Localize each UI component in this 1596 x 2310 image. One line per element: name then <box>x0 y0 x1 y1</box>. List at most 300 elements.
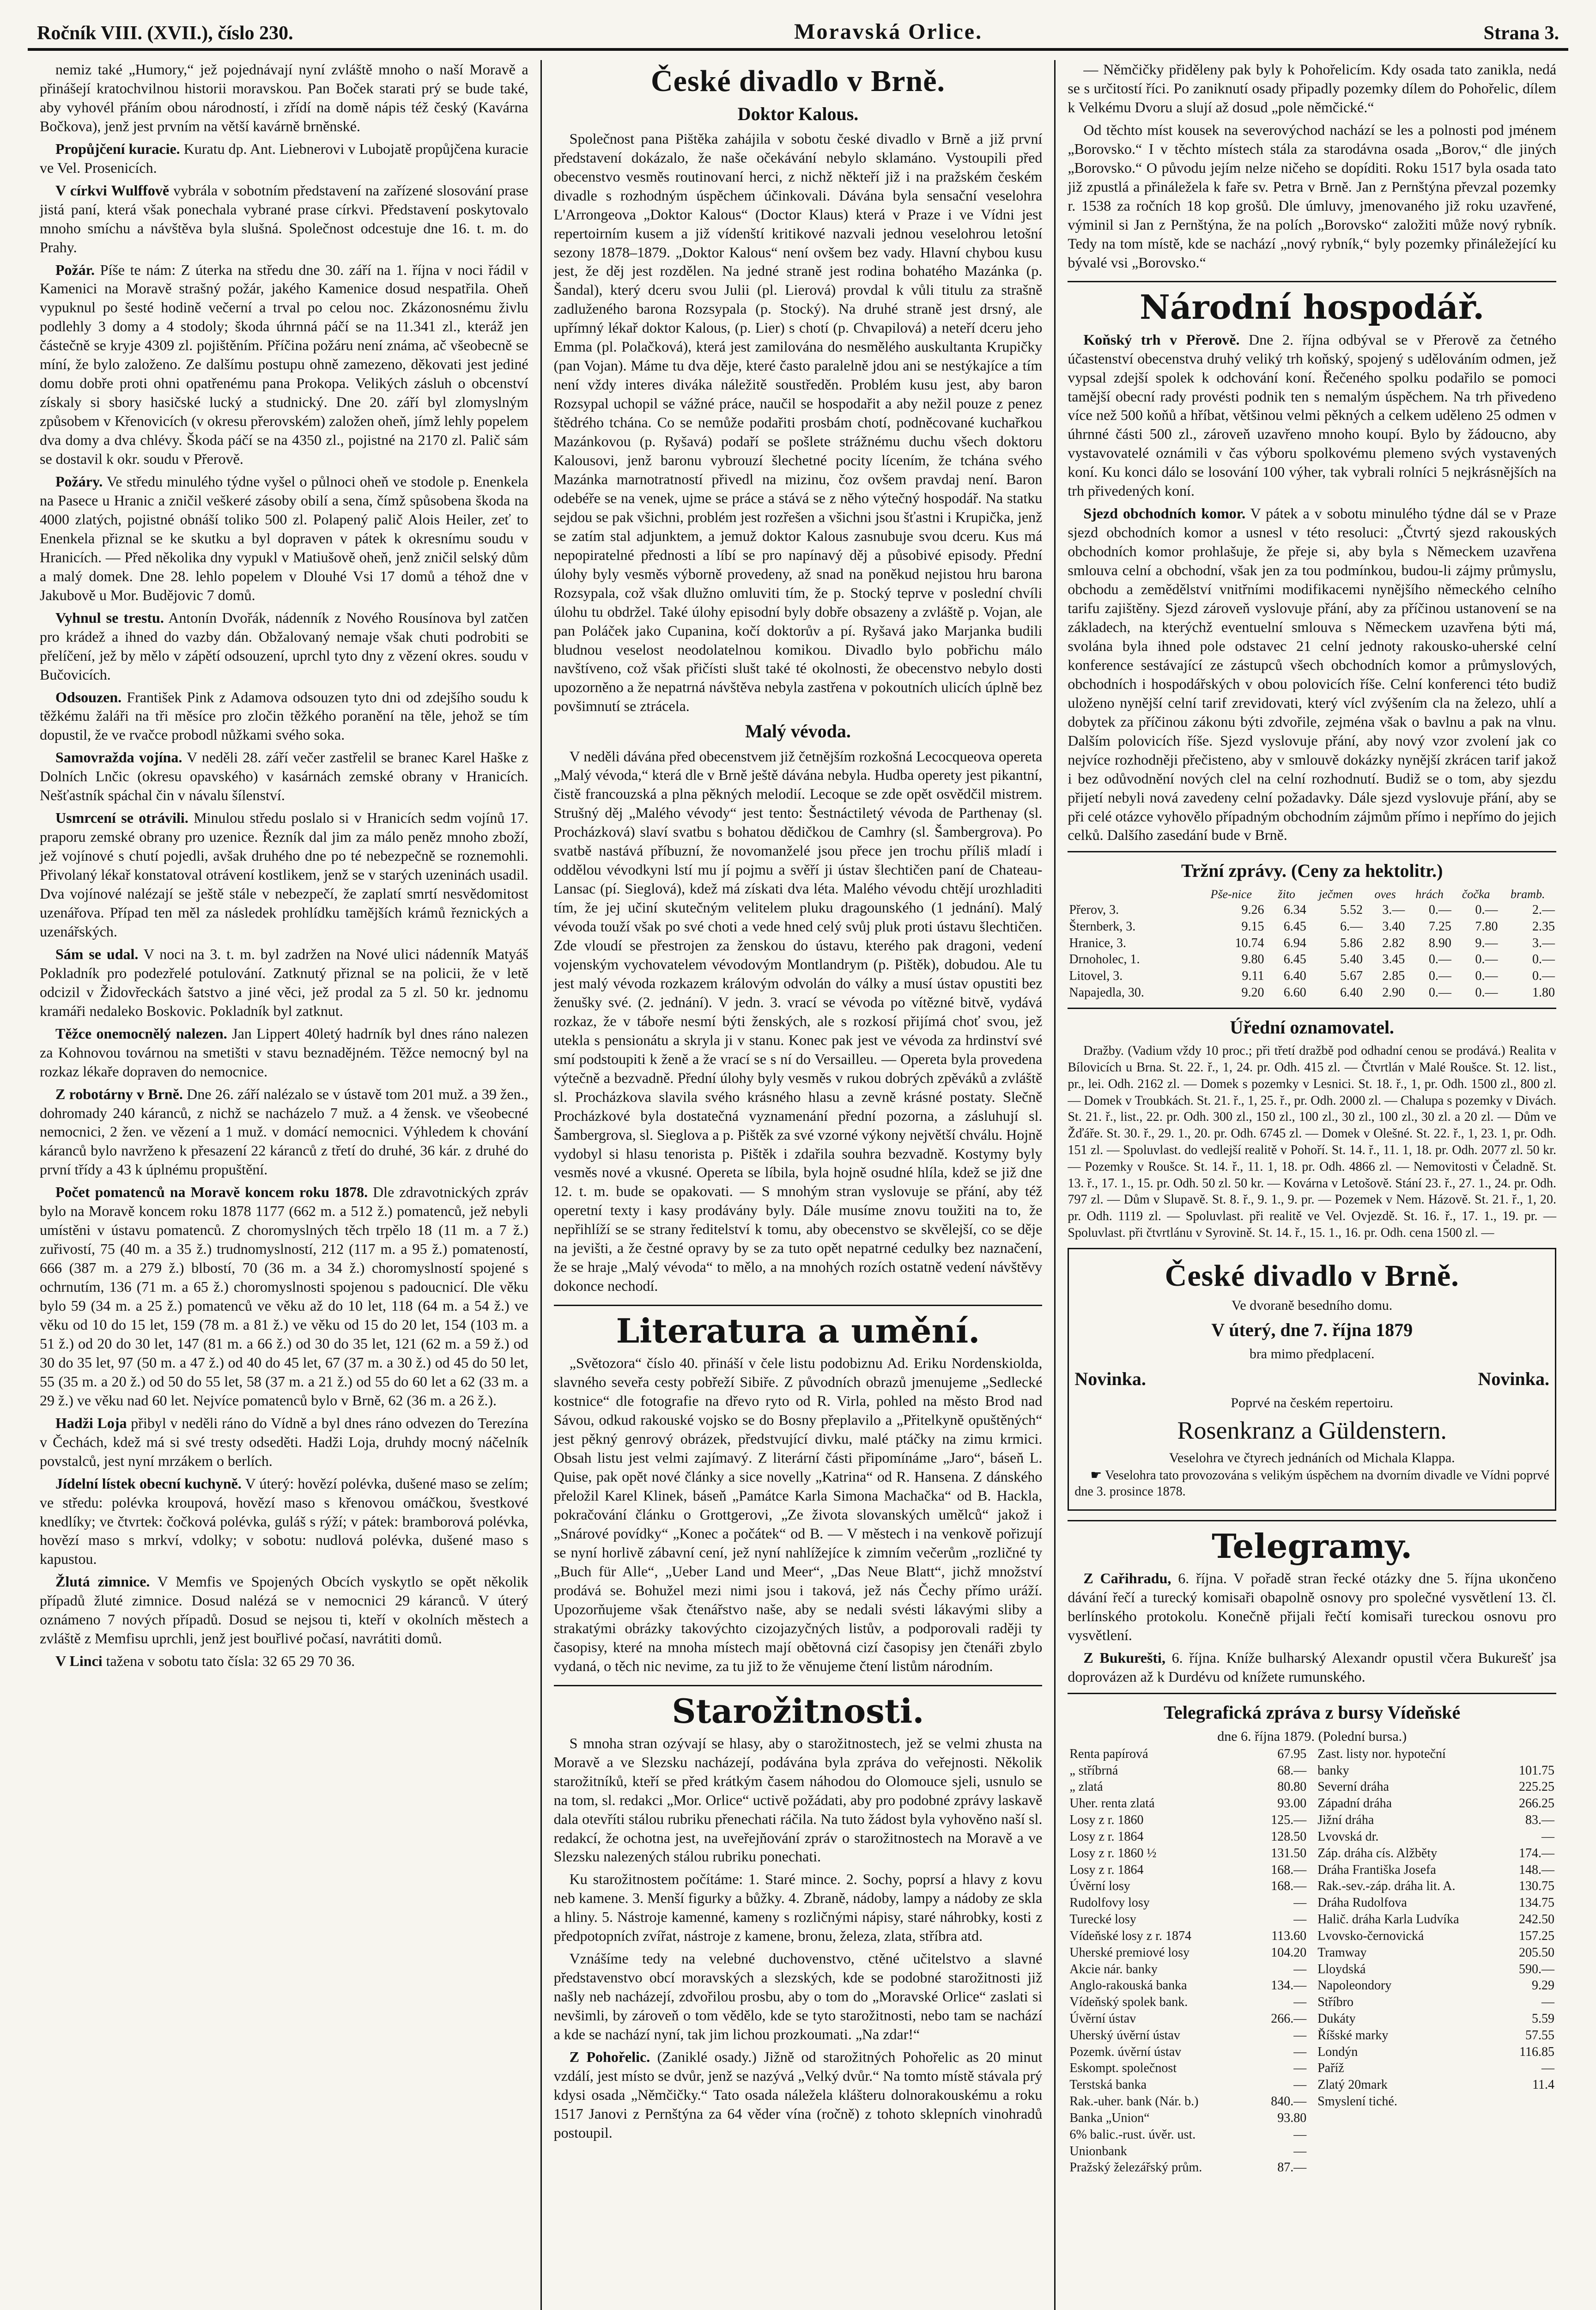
bourse-row <box>1068 1961 1308 1978</box>
ad-play-name: Rosenkranz a Güldenstern. <box>1177 1416 1447 1445</box>
bourse-value: — <box>1293 2061 1307 2076</box>
bourse-value: — <box>1293 1912 1307 1927</box>
table-cell: 0.— <box>1475 902 1498 917</box>
news-item <box>1068 1648 1556 1686</box>
pointing-hand-icon: ☛ <box>1090 1468 1105 1483</box>
table-cell: Drnoholec, 1. <box>1069 952 1140 967</box>
bourse-value: 134.75 <box>1519 1896 1555 1910</box>
bourse-name: banky <box>1317 1763 1349 1778</box>
theatre-advertisement <box>1068 1248 1556 1511</box>
bourse-value: — <box>1293 2028 1307 2043</box>
bourse-row <box>1068 1862 1308 1878</box>
bourse-name: Pozemk. úvěrní ústav <box>1069 2044 1182 2059</box>
news-item-text: Minulou středu poslalo si v Hranicích sedm vojínů 17. praporu zemské obrany pro uzenice. Řezník dal jim za málo peněz mnoho zboží, jež vojínové s chutí pojedli, avšak druhého dne po té nebezpečně se roznemohli. Přivolaný lékař konstatoval otrávení kostlikem, jenž se v starých uzeninách usadil. Dva vojínové nalézají se ještě stále v nebezpečí, že zaplatí smrtí nesvědomitost uzenářova. Případ ten měl za následek prohlídku tamějších krámů řeznických a uzenářských. <box>40 809 528 940</box>
bourse-value: — <box>1293 2078 1307 2092</box>
table-row <box>1068 968 1556 985</box>
bourse-name: Úvěrní losy <box>1069 1879 1130 1894</box>
bourse-value: — <box>1293 1896 1307 1910</box>
bourse-row <box>1068 2143 1308 2160</box>
bourse-name: „ stříbrná <box>1069 1763 1118 1778</box>
columns <box>28 60 1568 2310</box>
bourse-name: Anglo-rakouská banka <box>1069 1978 1187 1993</box>
ad-title: České divadlo v Brně. <box>1165 1258 1459 1293</box>
bourse-row <box>1316 1862 1556 1878</box>
bourse-name: Lloydská <box>1317 1962 1366 1976</box>
bourse-row <box>1316 2077 1556 2093</box>
table-cell: 9.20 <box>1241 985 1264 1000</box>
table-cell: 0.— <box>1475 952 1498 967</box>
bourse-name: Rak.-uher. bank (Nár. b.) <box>1069 2094 1199 2109</box>
table-cell: 5.40 <box>1340 952 1363 967</box>
news-item-lead: Počet pomatenců na Moravě koncem roku 1878. <box>55 1184 368 1201</box>
bourse-value: 131.50 <box>1271 1846 1307 1860</box>
table-cell: 10.74 <box>1235 936 1264 950</box>
bourse-row <box>1316 2060 1556 2077</box>
news-item-lead: Sám se udal. <box>55 945 139 962</box>
table-cell: 2.90 <box>1382 985 1405 1000</box>
bourse-row <box>1068 1928 1308 1945</box>
ad-novelty-left: Novinka. <box>1074 1368 1146 1389</box>
market-column-header <box>1068 887 1197 902</box>
bourse-name: Rak.-sev.-záp. dráha lit. A. <box>1317 1879 1456 1894</box>
news-item <box>40 140 528 177</box>
bourse-name: Terstská banka <box>1069 2078 1147 2092</box>
news-item-lead: Z Bukurešti, <box>1083 1649 1165 1666</box>
table-cell: 5.86 <box>1340 936 1363 950</box>
bourse-name: Lvovská dr. <box>1317 1829 1379 1844</box>
bourse-row <box>1068 1994 1308 2011</box>
bourse-name: Londýn <box>1317 2044 1358 2059</box>
bourse-row <box>1068 2011 1308 2027</box>
column-middle <box>540 60 1055 2310</box>
bourse-row <box>1068 1779 1308 1795</box>
news-item <box>40 1474 528 1569</box>
news-item-lead: Sjezd obchodních komor. <box>1083 505 1246 522</box>
bourse-value: — <box>1541 1829 1555 1844</box>
theatre-review <box>554 129 1043 716</box>
bourse-row <box>1068 1845 1308 1862</box>
bourse-value: 83.— <box>1525 1813 1555 1828</box>
bourse-name: Smyslení tiché. <box>1317 2094 1397 2109</box>
bourse-name: Losy z r. 1864 <box>1069 1829 1144 1844</box>
news-item-lead: Žlutá zimnice. <box>55 1573 150 1590</box>
table-cell: 0.— <box>1428 902 1451 917</box>
bourse-name: „ zlatá <box>1069 1780 1103 1794</box>
bourse-row <box>1068 1878 1308 1895</box>
news-item <box>40 1414 528 1471</box>
ad-note <box>1074 1467 1549 1501</box>
news-item-text: přibyl v neděli ráno do Vídně a byl dnes ráno odvezen do Terezína v Čechách, kdež má si své tresty odseděti. Hadži Loja, druhdy mocný náčelník povstalců, jest nyní mrzákem o berlích. <box>40 1414 528 1469</box>
news-item <box>1068 330 1556 501</box>
table-row <box>1068 935 1556 952</box>
ad-note-text: Veselohra tato provozována s velikým úspěchem na dvorním divadle ve Vídni poprvé dne 3. prosince 1878. <box>1074 1468 1550 1499</box>
table-row <box>1068 902 1556 918</box>
bourse-value: 205.50 <box>1519 1945 1555 1960</box>
bourse-row <box>1316 1829 1556 1845</box>
news-item-text: vybrála v sobotním představení na zařízené slosování prase jistá paní, která však ponechala vybrané prase církvi. Představení poskytovalo mnoho smíchu a návštěva byla slušná. Společnost odcestuje dne 16. t. m. do Prahy. <box>40 182 528 255</box>
bourse-name: Pražský železářský prům. <box>1069 2160 1202 2175</box>
bourse-name: Uherský úvěrní ústav <box>1069 2028 1180 2043</box>
market-prices-table <box>1068 887 1556 1001</box>
bourse-value <box>1505 2093 1556 2110</box>
bourse-row <box>1316 1845 1556 1862</box>
news-item <box>40 808 528 941</box>
bourse-subheading: dne 6. října 1879. (Polední bursa.) <box>1217 1729 1407 1745</box>
bourse-row <box>1068 2027 1308 2044</box>
bourse-value: — <box>1541 1995 1555 2010</box>
table-cell: 9.26 <box>1241 902 1264 917</box>
divider <box>1068 1008 1556 1009</box>
antiquities-heading: Starožitnosti. <box>554 1685 1043 1729</box>
table-cell: 6.— <box>1340 919 1363 934</box>
divider <box>1068 1693 1556 1694</box>
table-cell: Přerov, 3. <box>1069 902 1119 917</box>
news-item-text: V Memfis ve Spojených Obcích vyskytlo se opět několik případů žluté zimnice. Dosud nalézá se v nemocnici 29 káranců. V úterý oznámeno 7 nových případů. Dosud se nejsou ti, kteří v okolních městech a zvláště z Memfisu uprchli, jenž jest bouřlivé počasí, navrátiti domů. <box>40 1573 528 1647</box>
bourse-row <box>1316 1945 1556 1961</box>
news-item-text: V úterý: hovězí polévka, dušené maso se zelím; ve středu: polévka kroupová, hovězí maso s křenovou omáčkou, švestkové knedlíky; ve čtvrtek: čočková polévka, guláš s rýží; v pátek: bramborová polévka, hovězí maso s mrkví, vdolky; v sobotu: nudlová polévka, dušené maso s kapustou. <box>40 1475 528 1568</box>
table-cell: 5.52 <box>1340 902 1363 917</box>
bourse-name: Jižní dráha <box>1317 1813 1374 1828</box>
news-item <box>40 261 528 468</box>
bourse-name: 6% balic.-rust. úvěr. ust. <box>1069 2127 1196 2142</box>
bourse-value: 104.20 <box>1271 1945 1307 1960</box>
bourse-row <box>1068 2110 1308 2127</box>
news-item-lead: Požáry. <box>55 473 103 490</box>
ad-novelty-row <box>1074 1367 1549 1391</box>
vevoda-review <box>554 747 1043 1296</box>
bourse-value: 242.50 <box>1519 1912 1555 1927</box>
column-left <box>28 60 540 2310</box>
bourse-row <box>1068 2127 1308 2143</box>
bourse-value: 168.— <box>1271 1862 1307 1877</box>
paragraph: S mnoha stran ozývají se hlasy, aby o starožitnostech, jež se velmi zhusta na Moravě a ve Slezsku nacházejí, podávána byla zpráva do veřejnosti. Několik starožitníků, kteří se před krátkým časem náhodou do Olomouce sjeli, usnulo se na tom, sl. redakci „Mor. Orlice“ uctivě požádati, aby pro podobné zprávy laskavě dala otevříti stálou rubriku přenechati ráčila. Na tuto žádost byla vyhověno naší sl. redakcí, že ochotna jest, na uveřejňování zpráv o starožitnostech na Moravě a ve Slezsku nalezených stálou rubriku ponechati. <box>553 1734 1043 1865</box>
bourse-name: Říšské marky <box>1317 2028 1389 2043</box>
news-item <box>40 1183 528 1410</box>
bourse-name: Tramway <box>1317 1945 1367 1960</box>
market-subtitle: (Ceny za hektolitr.) <box>1291 860 1443 881</box>
bourse-name: Zlatý 20mark <box>1317 2078 1388 2092</box>
bourse-row <box>1316 1779 1556 1795</box>
market-column-header: oves <box>1374 887 1396 901</box>
table-cell: 6.40 <box>1340 985 1363 1000</box>
bourse-row <box>1316 1895 1556 1911</box>
bourse-value: — <box>1541 2061 1555 2076</box>
literature-heading: Literatura a umění. <box>554 1305 1043 1349</box>
paragraph: Společnost pana Pištěka zahájila v sobotu české divadlo v Brně a již první představení dokázalo, že naše očekávání nebylo sklamáno. Vystoupili před obecenstvo vesměs routinovaní herci, z nichž někteří již i na pražském českém divadle s rozhodným úspěchem účinkovali. Dávána byla sensační veselohra L'Arrongeova „Doktor Kalous“ (Doctor Klaus) která v Praze i ve Vídni jest repertoirním kusem a již vídenští kritikové nazvali jednou veselohrou letošní sezony 1878–1879. „Doktor Kalous“ není ovšem bez vady. Hlavní chybou kusu jest, že děj jest rozdělen. Na jedné straně jest rodina bohatého Mazánka (p. Šandal), který dceru svou Julii (pl. Lierová) provdal k vůli titulu za strašně zadluženého barona Rozsypala (p. Stocký). Na druhé straně jest drsný, ale upřímný lékař doktor Kalous, (p. Lier) s chotí (p. Chvapilová) a neteří dceru jeho Emma (pl. Polačková), která jest zamilována do nesmělého auskultanta Krupičky (pan Vojan). Máme tu dva děje, které často paralelně jdou ani se nestýkajíce a tím není vždy interes diváka náležitě soustředěn. Problém kusu jest, aby baron Rozsypal uchopil se vážné práce, naučil se hospodařit a aby nežil pouze z penez štědrého tchána. Co se nemůže podařiti prosbám chotí, podněcované kuchařkou Mazánkovou (p. Ryšavá) podaří se pošlete strážnému duchu všech doktoru Kalousovi, jenž baronu vybrouzí šlechetné pocity lícením, že tchána svého Mazánka marnotratností přivedl na mizinu, čoz ovšem pravdaj není. Baron odebéře se na venek, ujme se práce a stává se z něho výtečný hospodář. Na statku sejdou se pak všichni, problém jest rozřešen a všichni jsou šťastni i Krupička, jenž se zatím stal adjunktem, a jemuž doktor Kalous zasnubuje svou dceru. Kus má nepopiratelné přednosti a líbí se pro napínavý děj a působivé episody. Přední úlohy byly vesměs výborně provedeny, až snad na poněkud nejistou hru barona Rozsypala, což však dlužno omluviti tím, že p. Stocký teprve v poslední chvíli úlohu tu obdržel. Také úlohy episodní byly dobře obsazeny a zvláště p. Vojan, ale pan Poláček jako Cupanina, kočí doktorův a pí. Ryšavá jako Marjanka budili bludnou veselost neodolatelnou komikou. Divadlo bylo pobřichu málo navštíveno, což však přičísti slušt také té okolnosti, že obecenstvo nebylo dosti upozorněno a že nepatrná návštěva nebyla zastřena v pokoutních ulicích úplně bez povšimnutí se ztrácela. <box>553 130 1043 715</box>
bourse-name: Dráha Rudolfova <box>1317 1896 1407 1910</box>
news-item <box>40 181 528 257</box>
market-column-header: ječmen <box>1319 887 1353 901</box>
bourse-value: 174.— <box>1519 1846 1555 1860</box>
table-cell: 1.80 <box>1532 985 1555 1000</box>
news-item <box>40 60 528 136</box>
bourse-row <box>1068 1829 1308 1845</box>
table-cell: 5.67 <box>1340 969 1363 984</box>
bourse-value: 134.— <box>1271 1978 1307 1993</box>
news-item-lead: V Linci <box>55 1653 103 1670</box>
table-cell: 6.94 <box>1283 936 1306 950</box>
bourse-name: Akcie nár. banky <box>1069 1962 1158 1976</box>
news-item-text: Dne 2. října odbýval se v Přerově za četného účastenství obecenstva druhý veliký trh koňský, spojený s udělováním odmen, jež vypsal zdejší spolek k odchování koní. Řečeného spolku podařilo se pomoci tamější obecní rady provésti podnik ten s nemalým úspěchem. Na trh přivedeno více než 500 koňů a hříbat, většinou velmi pěkných a celkem uděleno 25 odmen v úhrnné části 500 zl., zároveň uzavřeno mnoho koupí. Bylo by žádoucno, aby vystavovatelé oznámili v čas výboru spolkovému plemeno svých vystavených koní. Ku konci dálo se losování 100 výher, tak vybrali rolníci 5 nejkrásnějších na trh přivedených koní. <box>1068 331 1557 499</box>
bourse-name: Severní dráha <box>1317 1780 1389 1794</box>
bourse-name: Záp. dráha cís. Alžběty <box>1317 1846 1438 1860</box>
bourse-row <box>1316 1961 1556 1978</box>
bourse-row <box>1068 1746 1308 1763</box>
bourse-value: 67.95 <box>1277 1746 1307 1761</box>
page-header <box>28 14 1568 51</box>
bourse-name: Dráha Františka Josefa <box>1317 1862 1436 1877</box>
bourse-row <box>1068 1945 1308 1961</box>
divider <box>1068 851 1556 852</box>
bourse-name: Losy z r. 1860 ½ <box>1069 1846 1157 1860</box>
economy-section <box>1068 330 1556 845</box>
bourse-value: 266.— <box>1271 2011 1307 2026</box>
news-item-lead: V církvi Wulffově <box>55 182 170 199</box>
bourse-value: 148.— <box>1519 1862 1555 1877</box>
bourse-value: 57.55 <box>1525 2028 1555 2043</box>
bourse-row <box>1068 1795 1308 1812</box>
bourse-value: 11.4 <box>1532 2078 1555 2092</box>
paragraph: V neděli dávána před obecenstvem již četnějším rozkošná Lecocqueova opereta „Malý vévoda,“ která dle v Brně ještě dávána nebyla. Hudba operety jest pikantní, čistě francouzská a plna pěkných melodií. Lecoque se zde opět osvědčil mistrem. Strušný děj „Malého vévody“ jest tento: Šestnáctiletý vévoda de Parthenay (sl. Procházková) slaví svatbu s bohatou dědičkou de Camhry (sl. Šambergrova). Po svatbě nastává příbuzní, že novomanželé jsou přece jen trochu příliš mladí i oddělou vévodkyni lstí mu jí pojmu a svěří ji ústav šlechtičen paní de Chateau-Lansac (pí. Sieglová), kdež má získati dva léta. Malého vévodu chtějí urozhladiti tím, že jej učiní skutečným velitelem pluku dragounského (1 jednání). Malý vévoda touží však po své choti a vede hned celý svůj pluk proti ústavu šlechtičen. Zde vloudí se přestrojen za ženskou do ústavu, kterého pak dragoni, vedení vojenským vychovatelem vévodovým Montlandrym (p. Pištěk), dobudou. Ale tu jest malý vévoda rozkazem královým odvolán do války a musí ústav opustiti bez ženušky své. (2. jednání). V jedn. 3. vrací se vévoda po vítězné bitvě, vydává rozkaz, že v táboře nesmí býti ženských, ale s rozkosí přijímá choť svou, jež utekla s pensionátu a skryla ji v stanu. Konec pak jest ve vévoda za hrdinství své smí podstoupiti k ženě a že vrací se s ní do Versailleu. — Opereta byla provedena výtečně a bezvadně. Přední úlohy byly vesměs v rukou dobrých zpěváků a zvláště sl. Procházkova slavila svého krásného hlasu a zevně krásné postaty. Slečně Procházkové byla dostatečná vyznamenání přední pozorna, a zásluhují sl. Šambergrova, sl. Sieglova a p. Pištěk za své vzorné výkony největší chválu. Hojně vydobyl si hlasu tenorista p. Pištěk i zdařila souhra bezvadně. Kostymy byly vesměs nové a vkusné. Opereta se líbila, byla hojně osudné hlíla, kdež se již dne 12. t. m. bude se opakovati. — S mnohým stran vyslovuje se přání, aby též operetní texty i kasy prodávány byly. Dále musíme znovu toužiti na to, že nepřihlíží se se strany ředitelství k tomu, aby obecenstvo se skvělejší, co se děje na jevišti, a že čestné opravy by se za tuto opět nepatrné cedulky bez naznačení, že se hraje „Malý vévoda“ to mělo, a na mnohých rozích ostatně vedení návštěvy dokonce nechodí. <box>553 748 1043 1295</box>
news-item-lead: Těžce onemocnělý nalezen. <box>55 1025 227 1042</box>
economy-heading: Národní hospodář. <box>1068 281 1556 325</box>
market-heading <box>1068 859 1556 882</box>
bourse-name: Banka „Union“ <box>1069 2110 1150 2125</box>
table-cell: 9.— <box>1475 936 1498 950</box>
bourse-name: Stříbro <box>1317 1995 1353 2010</box>
table-cell: 0.— <box>1428 969 1451 984</box>
table-cell: 2.35 <box>1532 919 1555 934</box>
ad-date: V úterý, dne 7. října 1879 <box>1211 1319 1413 1340</box>
table-cell: 2.— <box>1532 902 1555 917</box>
bourse-row <box>1316 1994 1556 2011</box>
news-item <box>40 608 528 684</box>
ad-first-czech: Poprvé na českém repertoiru. <box>1231 1395 1393 1410</box>
news-item-lead: Jídelní lístek obecní kuchyně. <box>55 1475 242 1492</box>
news-item-lead: Propůjčení kuracie. <box>55 140 180 157</box>
bourse-row <box>1068 1895 1308 1911</box>
bourse-row <box>1316 1928 1556 1945</box>
table-cell: 6.45 <box>1283 919 1306 934</box>
bourse-heading: Telegrafická zpráva z bursy Vídeňské <box>1164 1702 1461 1723</box>
bourse-name: Turecké losy <box>1069 1912 1136 1927</box>
news-item-text: V noci na 3. t. m. byl zadržen na Nové ulici nádenník Matyáš Pokladník pro podezřelé potulování. Zatknutý přiznal se na policii, že v letě odcizil v Židovřeckách šatstvo a jiné věci, jež prodal za 5 zl. 50 kr. jednomu kramáři nedaleko Boskovic. Pokladník byl zatknut. <box>40 945 528 1019</box>
table-cell: 6.40 <box>1283 969 1306 984</box>
bourse-name: Rudolfovy losy <box>1069 1896 1150 1910</box>
news-item <box>40 688 528 745</box>
table-cell: 0.— <box>1428 952 1451 967</box>
bourse-value: 225.25 <box>1519 1780 1555 1794</box>
bourse-value: 116.85 <box>1519 2044 1555 2059</box>
table-cell: 3.40 <box>1382 919 1405 934</box>
bourse-row <box>1068 1812 1308 1829</box>
bourse-value: 9.29 <box>1532 1978 1555 1993</box>
market-column-header: hrách <box>1415 887 1444 901</box>
market-column-header: Pše-nice <box>1210 887 1252 901</box>
news-item-lead: Odsouzen. <box>55 688 122 705</box>
bourse-row <box>1316 1977 1556 1994</box>
article-lead: Z Pohořelic. <box>569 2048 650 2065</box>
table-cell: Litovel, 3. <box>1069 969 1123 984</box>
bourse-row <box>1068 1911 1308 1928</box>
bourse-name: Paříž <box>1317 2061 1344 2076</box>
bourse-name: Unionbank <box>1069 2144 1127 2158</box>
bourse-value: 87.— <box>1277 2160 1307 2175</box>
column-right <box>1054 60 1568 2310</box>
bourse-row <box>1068 1763 1308 1779</box>
table-cell: Napajedla, 30. <box>1069 985 1144 1000</box>
bourse-name: Zast. listy nor. hypoteční <box>1317 1746 1446 1761</box>
bourse-row <box>1068 2044 1308 2061</box>
bourse-row <box>1068 2077 1308 2093</box>
bourse-row <box>1316 1763 1556 1779</box>
bourse-value: 840.— <box>1271 2094 1307 2109</box>
news-item <box>40 945 528 1021</box>
article-text: (Zaniklé osady.) Jižně od starožitných Pohořelic as 20 minut vzdálí, jest místo se dvůr, jenž se nazývá „Velký dvůr.“ Na tomto místě stávala prý kdysi osada „Němčičky.“ Tato osada náležela klášteru dolnorakouskému a roku 1517 Janovi z Pernštýna za 64 věder vína (ročně) z tohoto sklepních vinohradů postoupil. <box>553 2048 1043 2141</box>
market-column-header: bramb. <box>1511 887 1545 901</box>
bourse-row <box>1068 2093 1308 2110</box>
bourse-value: — <box>1293 1995 1307 2010</box>
bourse-row <box>1068 2060 1308 2077</box>
bourse-row <box>1316 1795 1556 1812</box>
paragraph: Ku starožitnostem počítáme: 1. Staré mince. 2. Sochy, poprsí a hlavy z kovu neb kamene. 3. Menší figurky a bůžky. 4. Zbraně, nádoby, lampy a nádoby ze skla a hliny. 5. Nástroje kamenné, kameny s rozličnými nápisy, staré náhrobky, kosti z předpotopních zvířat, nástroje z kamene, bronu, železa, zlata, stříbra atd. <box>553 1871 1043 1945</box>
table-cell: 0.— <box>1532 969 1555 984</box>
news-item-text: 6. října. V pořadě stran řecké otázky dne 5. října ukončeno dávání řečí a turecký komisaři obapolně osnovy pro společné vysvětlení 13. čl. berlínského protokolu. Konečně přijali řečtí komisaři tureckou osnovu pro vysvětlení. <box>1068 1570 1557 1644</box>
official-notices: Dražby. (Vadium vždy 10 proc.; při třetí dražbě pod odhadní cenou se prodává.) Realita v Bílovicích u Brna. St. 22. ř., 1, 24. pr. Odh. 415 zl. — Čtvrtlán v Malé Roušce. St. 12. list., pr., lei. Odh. 2162 zl. — Domek s pozemky v Lesnici. St. 18. ř., 1, pr. Odh. 1500 zl., 800 zl. — Domek v Troubkách. St. 21. ř., 1, 25. ř., pr. Odh. 2000 zl. — Chalupa s pozemky v Divách. St. 21. ř., list., 22. pr. Odh. 300 zl., 150 zl., 100 zl., 30 zl., 100 zl., 30 zl. a 20 zl. — Dům ve Žďáře. St. 30. ř., 29. 1., 20. pr. Odh. 6745 zl. — Domek v Olešné. St. 22. ř., 1, 23. 1, pr. Odh. 151 zl. — Spoluvlast. do vedlejší realitě v Pohoří. St. 14. ř., 11. 1, 18. pr. Odh. 2077 zl. 50 kr. — Pozemky v Roušce. St. 14. ř., 11. 1, 18. pr. Odh. 4866 zl. — Nemovitosti v Čeladně. St. 13. ř., 17. 1., 15. pr. Odh. 50 zl. 50 kr. — Kovárna v Letošově. Stání 23. ř., 27. 1., 24. pr. Odh. 797 zl. — Dům v Slupavě. St. 8. ř., 9. 1., 9. pr. — Pozemek v Nem. Házově. St. 21. ř., 1, 20. pr. Odh. 1119 zl. — Spoluvlast. při realitě ve Vel. Ovjezdě. St. 16. ř., 17. 1., 19. pr. — Spoluvlast. při čtvrtlánu v Syrovině. St. 14. ř., 15. 1., 16. pr. Odh. cena 1500 zl. — <box>1068 1044 1557 1240</box>
bourse-table-right <box>1316 1746 1556 2110</box>
official-heading: Úřední oznamovatel. <box>1230 1016 1394 1038</box>
bourse-value: 128.50 <box>1271 1829 1307 1844</box>
table-cell: 3.— <box>1532 936 1555 950</box>
bourse-name: Losy z r. 1864 <box>1069 1862 1144 1877</box>
bourse-name: Vídeňský spolek bank. <box>1069 1995 1188 2010</box>
ad-place: Ve dvoraně besedního domu. <box>1232 1297 1393 1313</box>
antiquities-section <box>554 1734 1043 2044</box>
bourse-name: Úvěrní ústav <box>1069 2011 1136 2026</box>
bourse-value: 93.80 <box>1277 2110 1307 2125</box>
table-cell: 6.60 <box>1283 985 1306 1000</box>
bourse-value: 113.60 <box>1271 1928 1307 1943</box>
news-item-text: tažena v sobotu tato čísla: 32 65 29 70 36. <box>106 1653 355 1670</box>
page-number: Strana 3. <box>1483 23 1559 44</box>
telegrams-heading: Telegramy. <box>1068 1520 1556 1564</box>
table-cell: 0.— <box>1532 952 1555 967</box>
table-cell: 3.45 <box>1382 952 1405 967</box>
theatre-heading: České divadlo v Brně. <box>650 64 946 98</box>
news-item-text: Kuratu dp. Ant. Liebnerovi v Lubojatě propůjčena kuracie ve Vel. Prosenicích. <box>40 140 528 176</box>
issue-info: Ročník VIII. (XVII.), číslo 230. <box>37 23 293 44</box>
news-item-text: V neděli 28. září večer zastřelil se branec Karel Haške z Dolních Lnčic (okresu opavského) v kasárnách zemské obrany v Hranicích. Nešťastník spáchal čin v návalu šílenství. <box>40 749 528 804</box>
news-item <box>40 1652 528 1671</box>
news-item-lead: Hadži Loja <box>55 1414 127 1431</box>
news-item-text: Jan Lippert 40letý hadrník byl dnes ráno nalezen za Kohnovou továrnou na smetišti v stavu beznadějném. Těžce nemocný byl na rozkaz lékaře dopraven do nemocnice. <box>40 1025 528 1080</box>
news-item-text: nemiz také „Humory,“ jež pojednávají nyní zvláště mnoho o naší Moravě a přinášejí kratochvilnou historii moravskou. Pan Boček starati prý se bude také, aby vyhovél přáním obou národností, i zřídí na domě nápis též český (Kavárna Bočkova), jenž jest prvním na větší kavárně brněnské. <box>40 61 528 134</box>
news-item <box>40 1024 528 1081</box>
table-cell: 8.90 <box>1428 936 1451 950</box>
bourse-table-left <box>1068 1746 1308 2176</box>
news-item-text: Ve středu minulého týdne vyšel o půlnoci oheň ve stodole p. Enenkela na Pasece u Hranic a zničil veškeré zásoby obilí a sena, čímž spůsobena škoda na 4000 zlatých, pojistné obnáší toliko 500 zl. Polapený palič Alois Heiler, zeť to Enenkela přiznal se ke skutku a byl dopraven v pátek k okresnímu soudu v Hranicích. — Před několika dny vypukl v Matiušově oheň, jenž zničil selský dům a malý domek. Dne 28. lehlo popelem v Dlouhé Vsi 17 domů a téhož dne v Jakubově u Mor. Budějovic 7 domů. <box>40 473 528 603</box>
news-item-text: 6. října. Kníže bulharský Alexandr opustil včera Bukurešť jsa doprovázen až k Durdévu od knížete rumunského. <box>1068 1649 1557 1685</box>
bourse-name: Dukáty <box>1317 2011 1356 2026</box>
telegrams-section <box>1068 1569 1556 1686</box>
bourse-value: 125.— <box>1271 1813 1307 1828</box>
bourse-name: Renta papírová <box>1069 1746 1148 1761</box>
theatre-play-title: Doktor Kalous. <box>737 103 859 124</box>
table-row <box>1068 918 1556 935</box>
market-column-header: žito <box>1278 887 1295 901</box>
bourse-value: — <box>1293 2127 1307 2142</box>
bourse-value: 590.— <box>1519 1962 1555 1976</box>
bourse-value: 80.80 <box>1277 1780 1307 1794</box>
table-cell: 0.— <box>1428 985 1451 1000</box>
table-cell: 6.45 <box>1283 952 1306 967</box>
bourse-row <box>1316 2044 1556 2061</box>
table-cell: 9.80 <box>1241 952 1264 967</box>
news-item-lead: Z robotárny v Brně. <box>55 1085 183 1102</box>
bourse-row <box>1316 1911 1556 1928</box>
paragraph: Vznášíme tedy na velebné duchovenstvo, ctěné učitelstvo a slavné představenstvo obcí moravských a slezských, kde se podobné starožitnosti již našly neb nacházejí, zdvořilou prosbu, aby o tom do „Moravské Orlice“ zaslati si nevšimli, by zároveň o tom vědělo, kde se tyto starožitnosti, nebo tam se nachází a kde se nachází nyní, tak jim lichou prozkoumati. „Na zdar!“ <box>553 1950 1043 2043</box>
vevoda-heading: Malý vévoda. <box>745 721 851 742</box>
bourse-value: 130.75 <box>1519 1879 1555 1894</box>
news-item <box>1068 1569 1556 1645</box>
news-item <box>40 748 528 805</box>
continued-text: — Němčičky přiděleny pak byly k Pohořelicím. Kdy osada tato zanikla, nedá se s určitostí říci. Po zaniknutí osady připadly pozemky dílem do Pohořelic, dílem k Velkému Dvoru a slují až dosud „pole němčické.“ <box>1068 61 1557 116</box>
bourse-row <box>1316 1812 1556 1829</box>
bourse-name: Vídeňské losy z r. 1874 <box>1069 1928 1191 1943</box>
bourse-tables <box>1068 1746 1556 2176</box>
bourse-value: 68.— <box>1277 1763 1307 1778</box>
news-item-text: František Pink z Adamova odsouzen tyto dni od zdejšího soudu k těžkému žaláři na tři měsíce pro zločin těžkého poranění na těle, jehož se tím dopustil, že ve rvačce probodl nůžkami svého soka. <box>40 688 528 743</box>
table-cell: 9.11 <box>1242 969 1264 984</box>
table-cell: 2.85 <box>1382 969 1405 984</box>
news-item-lead: Vyhnul se trestu. <box>55 609 164 626</box>
bourse-name: Eskompt. společnost <box>1069 2061 1177 2076</box>
news-item-lead: Z Cařihradu, <box>1083 1570 1171 1587</box>
news-item-text: V pátek a v sobotu minulého týdne dál se v Praze sjezd obchodních komor a usnesl v této resoluci: „Čtvrtý sjezd rakouských obchodních komor prohlašuje, že přeje si, aby byla s Německem uzavřena smlouva celní a obchodní, však jen za tou podmínkou, budou-li zájmy průmyslu, obchodu a zemědělství vnitřními modifikacemi nynějšího německého celního tarifu zajištěny. Sjezd zároveň vyslovuje přání, aby za příčinou ustanovení se na základech, na kterýchž eventuelní smlouva s Německem uzavřena býti má, svolána byla ihned pole odstavec 21 celní jednoty rakousko-uherské celní konference sestávající ze zástupců všech obchodních komor a průmyslových, obchodních i hospodářských v obou polovicích říše. Celní konferenci této budiž uloženo nynější celní tarif zrevidovati, který vícl zvýšením cla na železo, uhlí a dobytek za příčinou zákonu býti zdvořile, zejména však o bavlnu a pak na vlnu. Dalším polovicích říše. Sjezd vyslovuje přání, aby nový vzor zvolení jak co nejvíce rozhodněji přečisteno, aby v smlouvě dokázky nynější zkrácen tarif jakož i bez odůvodnění nových clel na celní rozhodnutí. Budiž se o tom, aby sjezdu přijetí nebyli nová zavedeny celní požadavky. Dále sjezd vyslovuje přání, aby se při celé otázce vyhovělo případným obchodním zájmům přímo i nepřímo do jejich celků. Dalšího zasedání bude v Brně. <box>1068 505 1557 844</box>
bourse-name: Uher. renta zlatá <box>1069 1796 1155 1811</box>
bourse-row <box>1316 1878 1556 1895</box>
table-cell: 6.34 <box>1283 902 1306 917</box>
table-cell: Hranice, 3. <box>1069 936 1126 950</box>
newspaper-page <box>28 14 1568 2310</box>
bourse-row <box>1316 1746 1556 1763</box>
table-cell: Šternberk, 3. <box>1069 919 1136 934</box>
table-row <box>1068 985 1556 1001</box>
borovsko-text: Od těchto míst kousek na severovýchod nachází se les a polnosti pod jménem „Borovsko.“ I v těchto místech stála za starodávna osada „Borov,“ dle jiných „Borovsko.“ O původu jejím nelze ničeho se dopíditi. Roku 1517 byla osada tato již zpustlá a přináležela k faře sv. Petra v Brně. Jan z Pernštýna převzal pozemky r. 1538 za ročních 18 kop grošů. Dle úmluvy, jmenovaného již roku uzavřené, výminil si Jan z Pernštýna, že na polích „Borovsko“ založiti může nový rybník. Tedy na tom místě, kde se nachází „nový rybník,“ byly pozemky přináležející ku bývalé vsi „Borovsko.“ <box>1068 121 1557 271</box>
bourse-row <box>1068 2159 1308 2176</box>
ad-novelty-right: Novinka. <box>1478 1368 1550 1389</box>
bourse-value: 101.75 <box>1519 1763 1555 1778</box>
bourse-value <box>1505 1746 1556 1763</box>
market-column-header: čočka <box>1462 887 1490 901</box>
bourse-name: Napoleondory <box>1317 1978 1392 1993</box>
bourse-name: Lvovsko-černovická <box>1317 1928 1424 1943</box>
bourse-name: Uherské premiové losy <box>1069 1945 1190 1960</box>
news-item-lead: Usmrcení se otrávili. <box>55 809 188 827</box>
table-cell: 2.82 <box>1382 936 1405 950</box>
table-cell: 0.— <box>1475 985 1498 1000</box>
news-item-lead: Samovražda vojína. <box>55 749 182 766</box>
news-item <box>1068 504 1556 845</box>
bourse-name: Losy z r. 1860 <box>1069 1813 1144 1828</box>
news-item <box>40 472 528 605</box>
table-cell: 9.15 <box>1241 919 1264 934</box>
bourse-row <box>1316 2011 1556 2027</box>
bourse-value: — <box>1293 2144 1307 2158</box>
bourse-value: 5.59 <box>1532 2011 1555 2026</box>
market-title: Tržní zprávy. <box>1181 860 1287 881</box>
literature-section <box>554 1354 1043 1675</box>
